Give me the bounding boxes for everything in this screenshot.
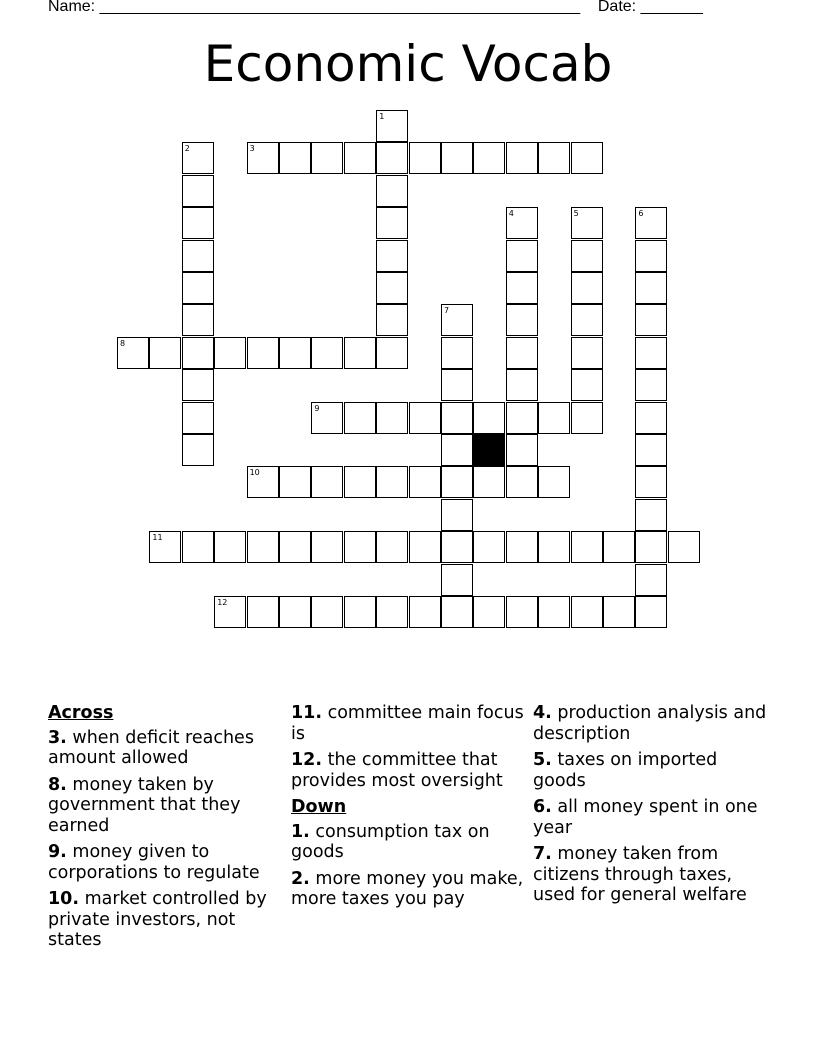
grid-cell[interactable] bbox=[441, 142, 473, 174]
grid-cell[interactable] bbox=[409, 531, 441, 563]
grid-cell[interactable] bbox=[247, 142, 279, 174]
grid-cell[interactable] bbox=[409, 466, 441, 498]
grid-cell[interactable] bbox=[473, 531, 505, 563]
grid-cell[interactable] bbox=[376, 337, 408, 369]
grid-cell[interactable] bbox=[182, 272, 214, 304]
grid-cell[interactable] bbox=[506, 272, 538, 304]
grid-cell[interactable] bbox=[506, 142, 538, 174]
grid-cell[interactable] bbox=[182, 304, 214, 336]
grid-cell[interactable] bbox=[635, 564, 667, 596]
clue-down-1: 1. consumption tax on goods bbox=[291, 821, 490, 862]
clue-number: 11 bbox=[152, 533, 163, 543]
grid-cell[interactable] bbox=[344, 531, 376, 563]
grid-cell[interactable] bbox=[182, 531, 214, 563]
grid-cell[interactable] bbox=[409, 402, 441, 434]
grid-cell[interactable] bbox=[441, 304, 473, 336]
grid-cell[interactable] bbox=[344, 337, 376, 369]
grid-cell[interactable] bbox=[182, 402, 214, 434]
grid-cell[interactable] bbox=[441, 564, 473, 596]
grid-cell[interactable] bbox=[571, 337, 603, 369]
grid-cell[interactable] bbox=[182, 337, 214, 369]
grid-cell[interactable] bbox=[538, 531, 570, 563]
grid-cell[interactable] bbox=[571, 240, 603, 272]
clue-across-12: 12. the committee that provides most oversight bbox=[291, 750, 503, 791]
grid-cell[interactable] bbox=[214, 596, 246, 628]
grid-cell[interactable] bbox=[571, 207, 603, 239]
clue-down-2: 2. more money you make, more taxes you pay bbox=[291, 868, 524, 909]
grid-cell[interactable] bbox=[376, 110, 408, 142]
clue-number: 5 bbox=[573, 209, 579, 219]
grid-cell[interactable] bbox=[247, 337, 279, 369]
clue-down-6: 6. all money spent in one year bbox=[533, 797, 758, 838]
grid-cell[interactable] bbox=[538, 402, 570, 434]
clue-number: 12 bbox=[217, 598, 228, 607]
grid-cell[interactable] bbox=[311, 337, 343, 369]
grid-cell[interactable] bbox=[182, 175, 214, 207]
grid-cell[interactable] bbox=[182, 434, 214, 466]
clue-number: 2 bbox=[184, 144, 190, 154]
clue-across-10: 10. market controlled by private investors, not states bbox=[48, 889, 267, 950]
grid-cell[interactable] bbox=[635, 596, 667, 628]
grid-cell[interactable] bbox=[247, 596, 279, 628]
grid-cell[interactable] bbox=[214, 337, 246, 369]
grid-cell[interactable] bbox=[376, 175, 408, 207]
grid-cell[interactable] bbox=[149, 531, 181, 563]
grid-cell[interactable] bbox=[506, 304, 538, 336]
clue-column-3 bbox=[533, 703, 773, 912]
grid-cell[interactable] bbox=[441, 434, 473, 466]
grid-cell[interactable] bbox=[441, 499, 473, 531]
grid-cell[interactable] bbox=[506, 402, 538, 434]
grid-cell[interactable] bbox=[506, 207, 538, 239]
grid-cell[interactable] bbox=[441, 337, 473, 369]
grid-cell[interactable] bbox=[182, 240, 214, 272]
clue-across-11: 11. committee main focus is bbox=[291, 703, 524, 744]
clue-number: 3 bbox=[249, 144, 255, 154]
grid-cell[interactable] bbox=[441, 369, 473, 401]
grid-cell[interactable] bbox=[441, 402, 473, 434]
grid-cell[interactable] bbox=[279, 337, 311, 369]
grid-cell[interactable] bbox=[473, 142, 505, 174]
grid-cell[interactable] bbox=[409, 596, 441, 628]
grid-cell[interactable] bbox=[635, 434, 667, 466]
grid-cell[interactable] bbox=[635, 240, 667, 272]
grid-cell[interactable] bbox=[506, 369, 538, 401]
grid-cell[interactable] bbox=[473, 466, 505, 498]
grid-cell-black bbox=[473, 434, 505, 466]
grid-cell[interactable] bbox=[668, 531, 700, 563]
clue-column-1 bbox=[48, 703, 286, 957]
grid-cell[interactable] bbox=[311, 466, 343, 498]
across-heading: Across bbox=[48, 703, 114, 723]
grid-cell[interactable] bbox=[344, 466, 376, 498]
grid-cell[interactable] bbox=[506, 531, 538, 563]
grid-cell[interactable] bbox=[571, 142, 603, 174]
grid-cell[interactable] bbox=[376, 240, 408, 272]
grid-cell[interactable] bbox=[635, 272, 667, 304]
grid-cell[interactable] bbox=[635, 369, 667, 401]
name-line[interactable]: ______________________________________________________ bbox=[99, 0, 581, 15]
grid-cell[interactable] bbox=[506, 596, 538, 628]
grid-cell[interactable] bbox=[214, 531, 246, 563]
grid-cell[interactable] bbox=[182, 369, 214, 401]
grid-cell[interactable] bbox=[376, 142, 408, 174]
grid-cell[interactable] bbox=[344, 402, 376, 434]
grid-cell[interactable] bbox=[376, 207, 408, 239]
clue-number: 4 bbox=[508, 209, 514, 219]
name-label: Name: bbox=[48, 0, 96, 15]
grid-cell[interactable] bbox=[311, 402, 343, 434]
grid-cell[interactable] bbox=[441, 466, 473, 498]
page-title: Economic Vocab bbox=[203, 35, 613, 93]
clue-down-5: 5. taxes on imported goods bbox=[533, 750, 718, 791]
grid-cell[interactable] bbox=[441, 531, 473, 563]
clue-number: 9 bbox=[314, 403, 320, 413]
grid-cell[interactable] bbox=[635, 466, 667, 498]
grid-cell[interactable] bbox=[344, 596, 376, 628]
grid-cell[interactable] bbox=[441, 596, 473, 628]
grid-cell[interactable] bbox=[376, 272, 408, 304]
grid-cell[interactable] bbox=[571, 402, 603, 434]
grid-cell[interactable] bbox=[376, 304, 408, 336]
grid-cell[interactable] bbox=[279, 531, 311, 563]
grid-cell[interactable] bbox=[409, 142, 441, 174]
grid-cell[interactable] bbox=[376, 596, 408, 628]
grid-cell[interactable] bbox=[279, 596, 311, 628]
grid-cell[interactable] bbox=[279, 142, 311, 174]
clue-down-7: 7. money taken from citizens through taxes, used for general welfare bbox=[533, 844, 747, 905]
grid-cell[interactable] bbox=[538, 466, 570, 498]
grid-cell[interactable] bbox=[635, 304, 667, 336]
grid-cell[interactable] bbox=[182, 207, 214, 239]
grid-cell[interactable] bbox=[149, 337, 181, 369]
grid-cell[interactable] bbox=[635, 337, 667, 369]
grid-cell[interactable] bbox=[635, 402, 667, 434]
grid-cell[interactable] bbox=[473, 596, 505, 628]
clue-number: 6 bbox=[638, 209, 644, 219]
grid-cell[interactable] bbox=[506, 466, 538, 498]
grid-cell[interactable] bbox=[571, 531, 603, 563]
grid-cell[interactable] bbox=[571, 272, 603, 304]
grid-cell[interactable] bbox=[506, 240, 538, 272]
date-label: Date: bbox=[597, 0, 637, 15]
grid-cell[interactable] bbox=[506, 337, 538, 369]
clue-down-4: 4. production analysis and description bbox=[533, 703, 767, 744]
grid-cell[interactable] bbox=[376, 466, 408, 498]
clue-across-8: 8. money taken by government that they earned bbox=[48, 774, 241, 836]
grid-cell[interactable] bbox=[506, 434, 538, 466]
grid-cell[interactable] bbox=[311, 531, 343, 563]
grid-cell[interactable] bbox=[279, 466, 311, 498]
clue-number: 10 bbox=[249, 468, 260, 478]
grid-cell[interactable] bbox=[182, 142, 214, 174]
grid-cell[interactable] bbox=[117, 337, 149, 369]
grid-cell[interactable] bbox=[571, 369, 603, 401]
clue-across-9: 9. money given to corporations to regulate bbox=[48, 842, 260, 883]
grid-cell[interactable] bbox=[635, 499, 667, 531]
clue-number: 8 bbox=[120, 338, 126, 348]
date-line[interactable]: _______ bbox=[640, 0, 703, 15]
down-heading: Down bbox=[291, 797, 347, 817]
grid-cell[interactable] bbox=[538, 142, 570, 174]
clue-column-2 bbox=[291, 703, 527, 916]
grid-cell[interactable] bbox=[473, 402, 505, 434]
grid-cell[interactable] bbox=[603, 596, 635, 628]
clue-across-3: 3. when deficit reaches amount allowed bbox=[48, 727, 254, 768]
grid-cell[interactable] bbox=[376, 531, 408, 563]
grid-cell[interactable] bbox=[603, 531, 635, 563]
grid-cell[interactable] bbox=[635, 531, 667, 563]
grid-cell[interactable] bbox=[344, 142, 376, 174]
grid-cell[interactable] bbox=[247, 531, 279, 563]
grid-cell[interactable] bbox=[311, 142, 343, 174]
grid-cell[interactable] bbox=[247, 466, 279, 498]
grid-cell[interactable] bbox=[376, 402, 408, 434]
grid-cell[interactable] bbox=[311, 596, 343, 628]
grid-cell[interactable] bbox=[538, 596, 570, 628]
grid-cell[interactable] bbox=[571, 596, 603, 628]
clue-number: 1 bbox=[379, 112, 385, 121]
grid-cell[interactable] bbox=[635, 207, 667, 239]
clue-number: 7 bbox=[444, 306, 450, 316]
grid-cell[interactable] bbox=[571, 304, 603, 336]
